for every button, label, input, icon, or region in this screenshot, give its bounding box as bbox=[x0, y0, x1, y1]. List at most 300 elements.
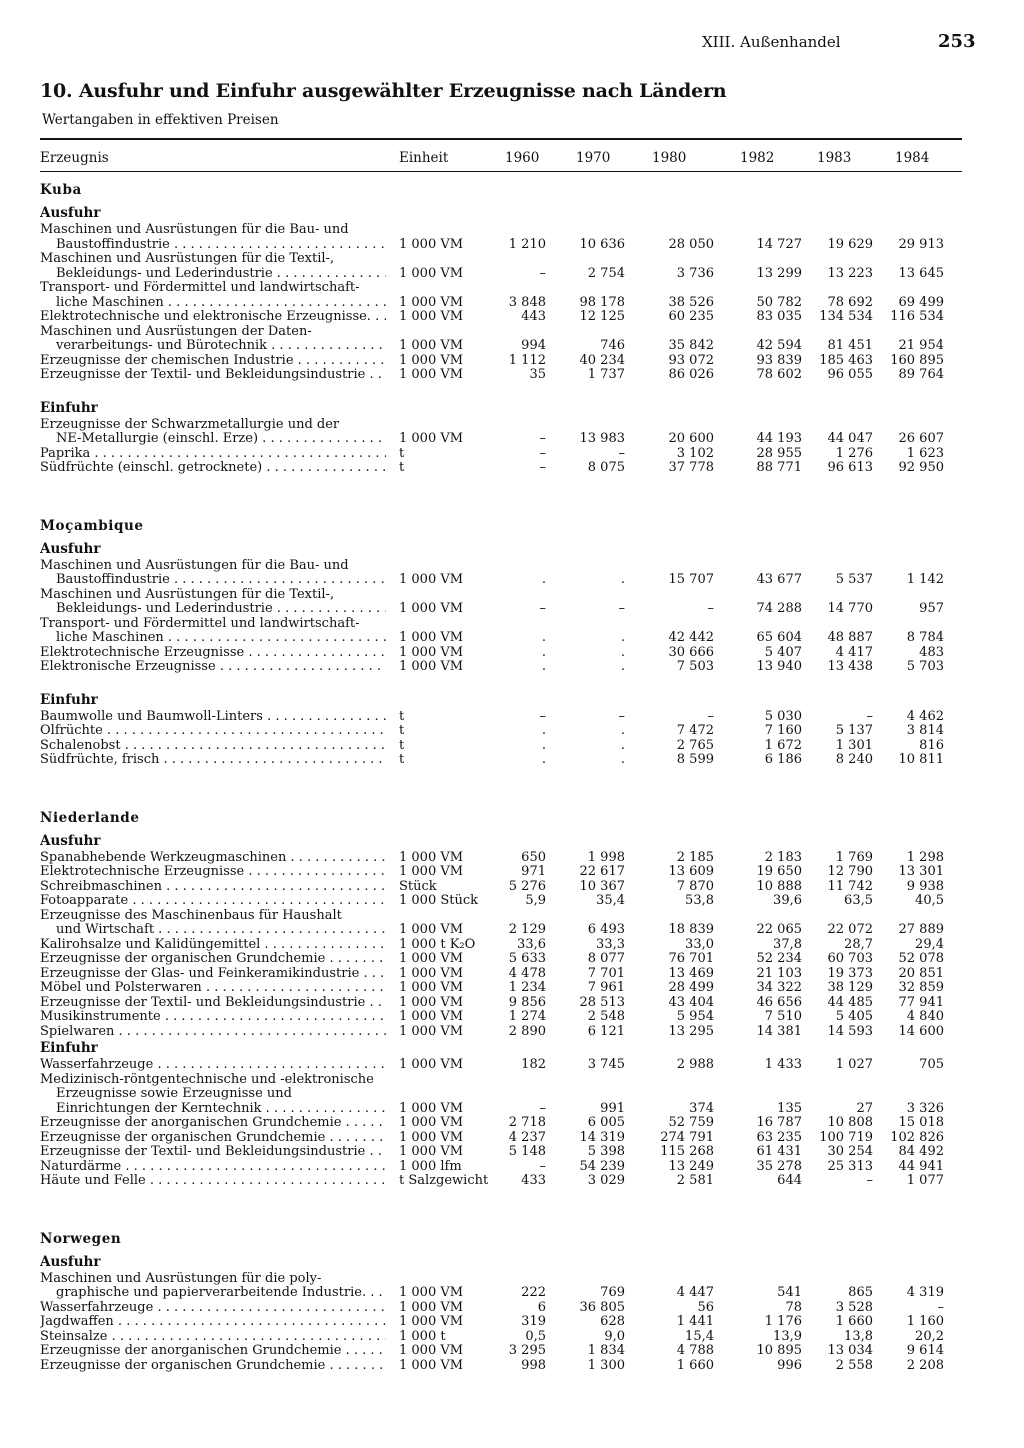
value-cell: 13 299 bbox=[756, 265, 802, 281]
value-cell: . bbox=[541, 752, 546, 767]
value-cell: . bbox=[541, 572, 546, 587]
table-row bbox=[0, 1131, 1024, 1146]
value-cell: 27 bbox=[856, 1100, 873, 1116]
table-row bbox=[0, 602, 1024, 617]
product-label: Maschinen und Ausrüstungen für die Textil-, bbox=[40, 252, 335, 266]
value-cell: 69 499 bbox=[898, 294, 944, 310]
table-row bbox=[0, 368, 1024, 383]
unit-cell: 1 000 VM bbox=[399, 294, 464, 310]
value-cell: 37,8 bbox=[773, 936, 802, 952]
value-cell: – bbox=[866, 1173, 873, 1188]
value-cell: 1 660 bbox=[835, 1314, 873, 1329]
product-label: Erzeugnisse der organischen Grundchemie . . . bbox=[40, 1131, 386, 1146]
product-label: Maschinen und Ausrüstungen für die Textil-, bbox=[40, 587, 335, 602]
row-spacer bbox=[0, 675, 1024, 691]
value-cell: 865 bbox=[848, 1285, 873, 1300]
value-cell: 5 703 bbox=[906, 659, 944, 674]
col-head-year: 1982 bbox=[740, 150, 775, 166]
value-cell: . bbox=[620, 723, 625, 738]
value-cell: – bbox=[539, 445, 546, 461]
value-cell: 14 770 bbox=[827, 601, 873, 616]
unit-cell: 1 000 VM bbox=[399, 965, 464, 981]
product-label: Steinsalze . . . bbox=[40, 1330, 386, 1345]
product-label: Erzeugnisse der Glas- und Feinkeramikindustrie . . . . bbox=[40, 967, 386, 982]
value-cell: 37 778 bbox=[668, 460, 714, 475]
value-cell: 769 bbox=[600, 1285, 625, 1300]
value-cell: 19 629 bbox=[827, 236, 873, 252]
product-label: Wasserfahrzeuge . . . bbox=[40, 1058, 386, 1073]
table-row bbox=[0, 1058, 1024, 1073]
value-cell: 483 bbox=[919, 644, 944, 660]
value-cell: 2 890 bbox=[508, 1023, 546, 1039]
value-cell: 13 645 bbox=[898, 265, 944, 281]
unit-cell: 1 000 t bbox=[399, 1328, 446, 1344]
value-cell: 8 075 bbox=[587, 460, 625, 475]
product-label: Elektrotechnische Erzeugnisse . . . bbox=[40, 865, 386, 880]
value-cell: 14 600 bbox=[898, 1023, 944, 1039]
value-cell: 1 112 bbox=[508, 352, 546, 368]
value-cell: 52 759 bbox=[668, 1115, 714, 1130]
product-label: Südfrüchte, frisch . . . bbox=[40, 753, 386, 768]
value-cell: . bbox=[620, 659, 625, 674]
value-cell: 13 983 bbox=[579, 431, 625, 446]
value-cell: 43 404 bbox=[668, 994, 714, 1010]
product-label: Maschinen und Ausrüstungen für die Bau- und bbox=[40, 223, 349, 237]
unit-cell: t bbox=[399, 737, 405, 753]
product-label: Wasserfahrzeuge . . . bbox=[40, 1301, 386, 1316]
value-cell: 10 888 bbox=[756, 878, 802, 894]
value-cell: 7 472 bbox=[676, 723, 714, 738]
section-label: Ausfuhr bbox=[40, 205, 101, 221]
value-cell: 5 137 bbox=[835, 723, 873, 738]
unit-cell: 1 000 VM bbox=[399, 849, 464, 865]
value-cell: . bbox=[541, 723, 546, 738]
value-cell: 971 bbox=[521, 864, 546, 879]
value-cell: 3 848 bbox=[508, 294, 546, 310]
product-label: Transport- und Fördermittel und landwirtschaft- bbox=[40, 281, 360, 295]
value-cell: 13 438 bbox=[827, 659, 873, 674]
value-cell: 35,4 bbox=[596, 893, 625, 908]
product-label: Spielwaren . . . bbox=[40, 1025, 386, 1040]
value-cell: 1 142 bbox=[906, 572, 944, 587]
value-cell: 28,7 bbox=[844, 936, 873, 952]
value-cell: 4 319 bbox=[906, 1285, 944, 1300]
table-row bbox=[0, 461, 1024, 476]
value-cell: 4 447 bbox=[676, 1285, 714, 1300]
value-cell: 5 398 bbox=[587, 1144, 625, 1159]
product-label: Erzeugnisse der organischen Grundchemie . . . bbox=[40, 1359, 386, 1374]
value-cell: 22 617 bbox=[579, 864, 625, 879]
value-cell: 3 528 bbox=[835, 1299, 873, 1315]
value-cell: – bbox=[539, 708, 546, 724]
unit-cell: 1 000 VM bbox=[399, 1314, 464, 1329]
section-heading bbox=[0, 691, 1024, 710]
value-cell: 7 510 bbox=[764, 1009, 802, 1024]
value-cell: 61 431 bbox=[756, 1144, 802, 1159]
unit-cell: t bbox=[399, 460, 405, 475]
value-cell: 1 834 bbox=[587, 1343, 625, 1358]
value-cell: 2 988 bbox=[676, 1057, 714, 1072]
table-row bbox=[0, 617, 1024, 632]
value-cell: 35 842 bbox=[668, 338, 714, 353]
value-cell: 10 367 bbox=[579, 878, 625, 894]
value-cell: 20,2 bbox=[915, 1328, 944, 1344]
table-row bbox=[0, 996, 1024, 1011]
value-cell: – bbox=[539, 1158, 546, 1174]
value-cell: 2 765 bbox=[676, 737, 714, 753]
product-label: Häute und Felle . . . bbox=[40, 1174, 386, 1189]
table-row bbox=[0, 1174, 1024, 1189]
value-cell: 35 bbox=[529, 367, 546, 382]
unit-cell: 1 000 VM bbox=[399, 1057, 464, 1072]
value-cell: 274 791 bbox=[660, 1129, 714, 1145]
value-cell: 3 029 bbox=[587, 1173, 625, 1188]
table-row bbox=[0, 1330, 1024, 1345]
value-cell: 3 814 bbox=[906, 723, 944, 738]
country-name: Kuba bbox=[40, 182, 82, 198]
value-cell: 4 840 bbox=[906, 1009, 944, 1024]
col-head-year: 1970 bbox=[576, 150, 611, 166]
value-cell: . bbox=[620, 752, 625, 767]
country-heading bbox=[0, 804, 1024, 832]
col-head-year: 1983 bbox=[817, 150, 852, 166]
value-cell: 98 178 bbox=[579, 294, 625, 310]
value-cell: 78 692 bbox=[827, 294, 873, 310]
product-label: Maschinen und Ausrüstungen für die poly- bbox=[40, 1271, 322, 1286]
product-label: Ölfrüchte . . . bbox=[40, 724, 386, 739]
value-cell: 42 594 bbox=[756, 338, 802, 353]
value-cell: 22 065 bbox=[756, 922, 802, 937]
table-row bbox=[0, 660, 1024, 675]
value-cell: 2 558 bbox=[835, 1357, 873, 1373]
value-cell: 1 077 bbox=[906, 1173, 944, 1188]
value-cell: 14 381 bbox=[756, 1023, 802, 1039]
value-cell: 20 600 bbox=[668, 431, 714, 446]
value-cell: 374 bbox=[689, 1100, 714, 1116]
value-cell: 8 240 bbox=[835, 752, 873, 767]
value-cell: 13 034 bbox=[827, 1343, 873, 1358]
table-row bbox=[0, 432, 1024, 447]
value-cell: 28 955 bbox=[756, 445, 802, 461]
value-cell: 15 018 bbox=[898, 1115, 944, 1130]
value-cell: 5 407 bbox=[764, 644, 802, 660]
value-cell: 33,6 bbox=[517, 936, 546, 952]
table-row bbox=[0, 739, 1024, 754]
product-label: Erzeugnisse der Textil- und Bekleidungsindustrie . . . bbox=[40, 368, 386, 383]
product-label: Elektrotechnische und elektronische Erzeugnisse. . . . bbox=[40, 310, 386, 325]
value-cell: 115 268 bbox=[660, 1144, 714, 1159]
value-cell: – bbox=[539, 601, 546, 616]
table-row bbox=[0, 938, 1024, 953]
value-cell: 991 bbox=[600, 1100, 625, 1116]
value-cell: 44 941 bbox=[898, 1158, 944, 1174]
value-cell: 84 492 bbox=[898, 1144, 944, 1159]
value-cell: 6 186 bbox=[764, 752, 802, 767]
value-cell: 32 859 bbox=[898, 980, 944, 995]
value-cell: 43 677 bbox=[756, 572, 802, 587]
value-cell: 81 451 bbox=[827, 338, 873, 353]
value-cell: 1 210 bbox=[508, 236, 546, 252]
product-label: Erzeugnisse sowie Erzeugnisse und bbox=[56, 1087, 292, 1101]
value-cell: . bbox=[541, 737, 546, 753]
col-head-year: 1984 bbox=[895, 150, 930, 166]
value-cell: 40 234 bbox=[579, 352, 625, 368]
country-heading bbox=[0, 1225, 1024, 1253]
product-label: Transport- und Fördermittel und landwirtschaft- bbox=[40, 616, 360, 631]
value-cell: 50 782 bbox=[756, 294, 802, 310]
value-cell: 34 322 bbox=[756, 980, 802, 995]
table-row bbox=[0, 894, 1024, 909]
table-row bbox=[0, 339, 1024, 354]
country-heading bbox=[0, 176, 1024, 204]
value-cell: 443 bbox=[521, 309, 546, 324]
col-head-product: Erzeugnis bbox=[40, 150, 109, 166]
table-row bbox=[0, 1073, 1024, 1088]
table-row bbox=[0, 880, 1024, 895]
value-cell: 1 737 bbox=[587, 367, 625, 382]
value-cell: 4 478 bbox=[508, 965, 546, 981]
product-label: Einrichtungen der Kerntechnik . . . bbox=[56, 1102, 386, 1117]
value-cell: 102 826 bbox=[890, 1129, 944, 1145]
value-cell: 10 636 bbox=[579, 236, 625, 252]
unit-cell: 1 000 VM bbox=[399, 1009, 464, 1024]
value-cell: 76 701 bbox=[668, 951, 714, 966]
value-cell: 1 441 bbox=[676, 1314, 714, 1329]
table-row bbox=[0, 559, 1024, 574]
value-cell: 93 839 bbox=[756, 352, 802, 368]
country-name: Niederlande bbox=[40, 809, 140, 826]
value-cell: 13 609 bbox=[668, 864, 714, 879]
value-cell: 44 485 bbox=[827, 994, 873, 1010]
table-row bbox=[0, 573, 1024, 588]
value-cell: 30 254 bbox=[827, 1144, 873, 1159]
value-cell: 1 298 bbox=[906, 849, 944, 865]
unit-cell: 1 000 VM bbox=[399, 572, 464, 587]
value-cell: 0,5 bbox=[525, 1328, 546, 1344]
unit-cell: 1 000 VM bbox=[399, 1357, 464, 1373]
table-row bbox=[0, 724, 1024, 739]
table-subtitle: Wertangaben in effektiven Preisen bbox=[42, 112, 279, 128]
product-label: Erzeugnisse der Textil- und Bekleidungsindustrie . . . bbox=[40, 996, 386, 1011]
section-label: Ausfuhr bbox=[40, 540, 101, 557]
value-cell: 30 666 bbox=[668, 644, 714, 660]
value-cell: 5 954 bbox=[676, 1009, 714, 1024]
value-cell: 26 607 bbox=[898, 431, 944, 446]
value-cell: 27 889 bbox=[898, 922, 944, 937]
unit-cell: 1 000 VM bbox=[399, 1299, 464, 1315]
section-label: Einfuhr bbox=[40, 1040, 98, 1056]
value-cell: 816 bbox=[919, 737, 944, 753]
value-cell: 433 bbox=[521, 1173, 546, 1188]
product-label: verarbeitungs- und Bürotechnik . . . bbox=[56, 339, 386, 354]
section-heading bbox=[0, 1039, 1024, 1058]
product-label: Fotoapparate . . . bbox=[40, 894, 386, 909]
value-cell: 541 bbox=[777, 1285, 802, 1300]
section-heading bbox=[0, 1253, 1024, 1272]
value-cell: 21 103 bbox=[756, 965, 802, 981]
product-label: Naturdärme . . . bbox=[40, 1160, 386, 1175]
product-label: Baustoffindustrie . . . bbox=[56, 238, 386, 253]
value-cell: 3 745 bbox=[587, 1057, 625, 1072]
section-heading bbox=[0, 832, 1024, 851]
product-label: Möbel und Polsterwaren . . . bbox=[40, 981, 386, 996]
value-cell: . bbox=[541, 644, 546, 660]
table-row bbox=[0, 1010, 1024, 1025]
value-cell: 28 513 bbox=[579, 994, 625, 1010]
row-spacer bbox=[0, 768, 1024, 804]
value-cell: 996 bbox=[777, 1357, 802, 1373]
value-cell: 957 bbox=[919, 601, 944, 616]
table-row bbox=[0, 1025, 1024, 1040]
unit-cell: 1 000 VM bbox=[399, 338, 464, 353]
unit-cell: t Salzgewicht bbox=[399, 1173, 489, 1188]
value-cell: 5 148 bbox=[508, 1144, 546, 1159]
value-cell: 7 160 bbox=[764, 723, 802, 738]
table-row bbox=[0, 325, 1024, 340]
row-spacer bbox=[0, 383, 1024, 399]
value-cell: 1 301 bbox=[835, 737, 873, 753]
value-cell: 35 278 bbox=[756, 1158, 802, 1174]
unit-cell: 1 000 VM bbox=[399, 951, 464, 966]
value-cell: 185 463 bbox=[819, 352, 873, 368]
product-label: Schalenobst . . . bbox=[40, 739, 386, 754]
product-label: Erzeugnisse der organischen Grundchemie . . . bbox=[40, 952, 386, 967]
value-cell: . bbox=[541, 630, 546, 645]
value-cell: 135 bbox=[777, 1100, 802, 1116]
product-label: liche Maschinen . . . bbox=[56, 631, 386, 646]
col-head-year: 1980 bbox=[652, 150, 687, 166]
product-label: Erzeugnisse der anorganischen Grundchemie . . . bbox=[40, 1116, 386, 1131]
value-cell: 13 469 bbox=[668, 965, 714, 981]
value-cell: 11 742 bbox=[827, 878, 873, 894]
value-cell: . bbox=[541, 659, 546, 674]
table-row bbox=[0, 588, 1024, 603]
product-label: Paprika . . . bbox=[40, 447, 386, 462]
value-cell: – bbox=[707, 601, 714, 616]
value-cell: 53,8 bbox=[685, 893, 714, 908]
value-cell: 48 887 bbox=[827, 630, 873, 645]
product-label: Erzeugnisse des Maschinenbaus für Haushalt bbox=[40, 908, 342, 923]
unit-cell: 1 000 VM bbox=[399, 630, 464, 645]
product-label: NE-Metallurgie (einschl. Erze) . . . bbox=[56, 432, 386, 447]
value-cell: 44 047 bbox=[827, 431, 873, 446]
value-cell: 36 805 bbox=[579, 1299, 625, 1315]
value-cell: 42 442 bbox=[668, 630, 714, 645]
value-cell: 13 249 bbox=[668, 1158, 714, 1174]
unit-cell: 1 000 VM bbox=[399, 431, 464, 446]
table-row bbox=[0, 865, 1024, 880]
unit-cell: t bbox=[399, 752, 405, 767]
value-cell: 1 160 bbox=[906, 1314, 944, 1329]
value-cell: 63,5 bbox=[844, 893, 873, 908]
value-cell: 33,0 bbox=[685, 936, 714, 952]
value-cell: – bbox=[539, 431, 546, 446]
unit-cell: 1 000 VM bbox=[399, 1023, 464, 1039]
product-label: Bekleidungs- und Lederindustrie . . . bbox=[56, 267, 386, 282]
value-cell: 89 764 bbox=[898, 367, 944, 382]
value-cell: 14 319 bbox=[579, 1129, 625, 1145]
value-cell: 12 790 bbox=[827, 864, 873, 879]
value-cell: 7 961 bbox=[587, 980, 625, 995]
value-cell: 28 050 bbox=[668, 236, 714, 252]
value-cell: 15,4 bbox=[685, 1328, 714, 1344]
value-cell: 994 bbox=[521, 338, 546, 353]
row-spacer bbox=[0, 476, 1024, 512]
value-cell: 5 537 bbox=[835, 572, 873, 587]
value-cell: 54 239 bbox=[579, 1158, 625, 1174]
section-label: Ausfuhr bbox=[40, 1253, 101, 1270]
value-cell: 74 288 bbox=[756, 601, 802, 616]
section-label: Einfuhr bbox=[40, 691, 98, 708]
trade-table bbox=[0, 176, 1024, 1373]
value-cell: 14 593 bbox=[827, 1023, 873, 1039]
table-row bbox=[0, 1116, 1024, 1131]
value-cell: 52 234 bbox=[756, 951, 802, 966]
value-cell: 3 102 bbox=[676, 445, 714, 461]
value-cell: 9 614 bbox=[906, 1343, 944, 1358]
value-cell: 28 499 bbox=[668, 980, 714, 995]
value-cell: 44 193 bbox=[756, 431, 802, 446]
value-cell: 1 433 bbox=[764, 1057, 802, 1072]
col-head-year: 1960 bbox=[505, 150, 540, 166]
unit-cell: 1 000 VM bbox=[399, 367, 464, 382]
section-heading bbox=[0, 399, 1024, 418]
value-cell: 160 895 bbox=[890, 352, 944, 368]
value-cell: 6 121 bbox=[587, 1023, 625, 1039]
value-cell: – bbox=[937, 1299, 944, 1315]
unit-cell: 1 000 VM bbox=[399, 601, 464, 616]
value-cell: 40,5 bbox=[915, 893, 944, 908]
value-cell: 5 633 bbox=[508, 951, 546, 966]
value-cell: 19 650 bbox=[756, 864, 802, 879]
value-cell: 222 bbox=[521, 1285, 546, 1300]
value-cell: 21 954 bbox=[898, 338, 944, 353]
unit-cell: 1 000 VM bbox=[399, 1129, 464, 1145]
value-cell: 1 274 bbox=[508, 1009, 546, 1024]
section-heading bbox=[0, 540, 1024, 559]
value-cell: – bbox=[539, 265, 546, 281]
value-cell: 9 938 bbox=[906, 878, 944, 894]
country-heading bbox=[0, 512, 1024, 540]
value-cell: 705 bbox=[919, 1057, 944, 1072]
product-label: Erzeugnisse der Textil- und Bekleidungsindustrie . . . bbox=[40, 1145, 386, 1160]
unit-cell: t bbox=[399, 723, 405, 738]
value-cell: 13 301 bbox=[898, 864, 944, 879]
value-cell: 6 493 bbox=[587, 922, 625, 937]
page-number: 253 bbox=[938, 31, 976, 52]
value-cell: 39,6 bbox=[773, 893, 802, 908]
table-row bbox=[0, 1359, 1024, 1374]
unit-cell: 1 000 VM bbox=[399, 922, 464, 937]
table-row bbox=[0, 753, 1024, 768]
value-cell: 9,0 bbox=[604, 1328, 625, 1344]
product-label: Erzeugnisse der anorganischen Grundchemie . . . bbox=[40, 1344, 386, 1359]
value-cell: 650 bbox=[521, 849, 546, 865]
product-label: liche Maschinen . . . bbox=[56, 296, 386, 311]
value-cell: 628 bbox=[600, 1314, 625, 1329]
value-cell: 22 072 bbox=[827, 922, 873, 937]
unit-cell: 1 000 VM bbox=[399, 1100, 464, 1116]
unit-cell: 1 000 VM bbox=[399, 352, 464, 368]
product-label: Bekleidungs- und Lederindustrie . . . bbox=[56, 602, 386, 617]
product-label: Spanabhebende Werkzeugmaschinen . . . bbox=[40, 851, 386, 866]
value-cell: 10 811 bbox=[898, 752, 944, 767]
value-cell: 4 462 bbox=[906, 708, 944, 724]
product-label: Jagdwaffen . . . bbox=[40, 1315, 386, 1330]
value-cell: 2 754 bbox=[587, 265, 625, 281]
value-cell: 20 851 bbox=[898, 965, 944, 981]
product-label: Maschinen und Ausrüstungen für die Bau- und bbox=[40, 558, 349, 573]
